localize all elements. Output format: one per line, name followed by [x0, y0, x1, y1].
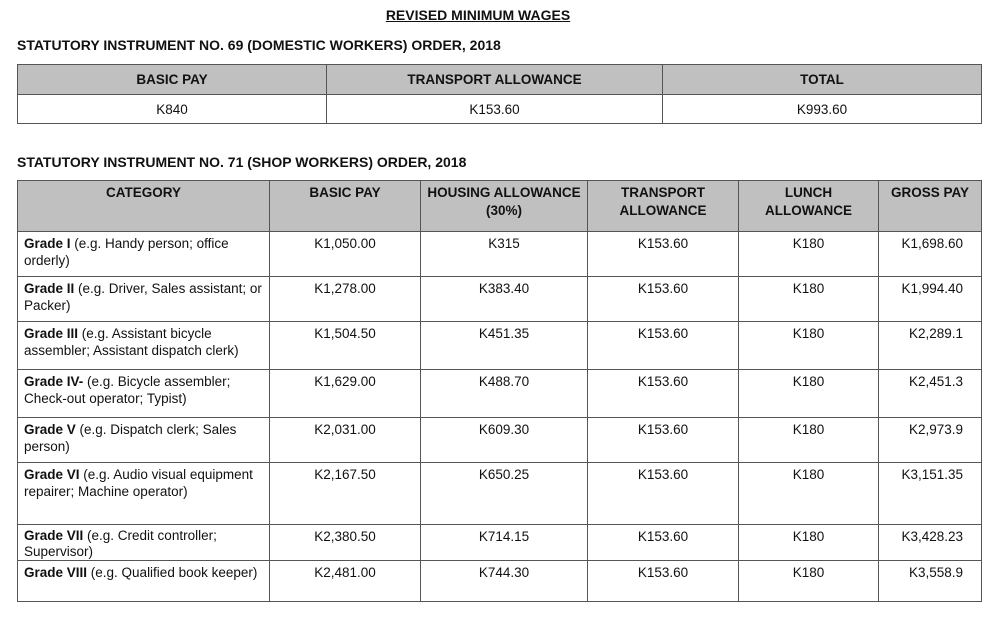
lunch-cell: K180 — [739, 322, 879, 370]
lunch-cell: K180 — [739, 463, 879, 525]
domestic-section-title: STATUTORY INSTRUMENT NO. 69 (DOMESTIC WORKERS) ORDER, 2018 — [17, 37, 501, 53]
transport-cell: K153.60 — [588, 418, 739, 463]
domestic-total: K993.60 — [663, 95, 982, 124]
lunch-cell: K180 — [739, 561, 879, 602]
table-row — [18, 463, 982, 525]
table-row — [18, 418, 982, 463]
basic-pay-cell: K2,167.50 — [270, 463, 421, 525]
domestic-header-transport: TRANSPORT ALLOWANCE — [327, 65, 663, 95]
shop-header-category: CATEGORY — [18, 181, 270, 232]
shop-workers-table — [17, 180, 982, 602]
gross-pay-cell: K3,428.23 — [879, 525, 982, 561]
gross-pay-cell: K3,558.9 — [879, 561, 982, 602]
lunch-cell: K180 — [739, 277, 879, 322]
gross-pay-cell: K1,698.60 — [879, 232, 982, 277]
basic-pay-cell: K1,278.00 — [270, 277, 421, 322]
category-cell: Grade I (e.g. Handy person; office orderly) — [18, 232, 270, 277]
table-row — [18, 322, 982, 370]
housing-cell: K383.40 — [421, 277, 588, 322]
shop-header-transport: TRANSPORT ALLOWANCE — [588, 181, 739, 232]
table-row — [18, 277, 982, 322]
transport-cell: K153.60 — [588, 322, 739, 370]
category-cell: Grade III (e.g. Assistant bicycle assembler; Assistant dispatch clerk) — [18, 322, 270, 370]
shop-header-housing: HOUSING ALLOWANCE (30%) — [421, 181, 588, 232]
basic-pay-cell: K1,050.00 — [270, 232, 421, 277]
gross-pay-cell: K1,994.40 — [879, 277, 982, 322]
basic-pay-cell: K2,031.00 — [270, 418, 421, 463]
domestic-header-total: TOTAL — [663, 65, 982, 95]
transport-cell: K153.60 — [588, 561, 739, 602]
basic-pay-cell: K2,481.00 — [270, 561, 421, 602]
basic-pay-cell: K2,380.50 — [270, 525, 421, 561]
shop-section-title: STATUTORY INSTRUMENT NO. 71 (SHOP WORKERS) ORDER, 2018 — [17, 154, 467, 170]
basic-pay-cell: K1,629.00 — [270, 370, 421, 418]
table-row — [18, 95, 982, 124]
housing-cell: K609.30 — [421, 418, 588, 463]
domestic-basic-pay: K840 — [18, 95, 327, 124]
transport-cell: K153.60 — [588, 525, 739, 561]
table-row — [18, 525, 982, 561]
transport-cell: K153.60 — [588, 370, 739, 418]
basic-pay-cell: K1,504.50 — [270, 322, 421, 370]
category-cell: Grade VIII (e.g. Qualified book keeper) — [18, 561, 270, 602]
domestic-workers-table — [17, 64, 982, 124]
lunch-cell: K180 — [739, 418, 879, 463]
gross-pay-cell: K2,289.1 — [879, 322, 982, 370]
shop-header-gross: GROSS PAY — [879, 181, 982, 232]
gross-pay-cell: K3,151.35 — [879, 463, 982, 525]
transport-cell: K153.60 — [588, 232, 739, 277]
table-row — [18, 232, 982, 277]
domestic-transport: K153.60 — [327, 95, 663, 124]
transport-cell: K153.60 — [588, 277, 739, 322]
gross-pay-cell: K2,973.9 — [879, 418, 982, 463]
lunch-cell: K180 — [739, 232, 879, 277]
housing-cell: K315 — [421, 232, 588, 277]
housing-cell: K451.35 — [421, 322, 588, 370]
domestic-header-row — [18, 65, 982, 95]
shop-header-basic-pay: BASIC PAY — [270, 181, 421, 232]
lunch-cell: K180 — [739, 370, 879, 418]
housing-cell: K488.70 — [421, 370, 588, 418]
table-row — [18, 370, 982, 418]
transport-cell: K153.60 — [588, 463, 739, 525]
shop-header-lunch: LUNCH ALLOWANCE — [739, 181, 879, 232]
category-cell: Grade VII (e.g. Credit controller; Supervisor) — [18, 525, 270, 561]
gross-pay-cell: K2,451.3 — [879, 370, 982, 418]
category-cell: Grade IV- (e.g. Bicycle assembler; Check-out operator; Typist) — [18, 370, 270, 418]
category-cell: Grade VI (e.g. Audio visual equipment repairer; Machine operator) — [18, 463, 270, 525]
housing-cell: K650.25 — [421, 463, 588, 525]
domestic-header-basic-pay: BASIC PAY — [18, 65, 327, 95]
housing-cell: K744.30 — [421, 561, 588, 602]
housing-cell: K714.15 — [421, 525, 588, 561]
table-row — [18, 561, 982, 602]
category-cell: Grade V (e.g. Dispatch clerk; Sales person) — [18, 418, 270, 463]
lunch-cell: K180 — [739, 525, 879, 561]
shop-header-row — [18, 181, 982, 232]
category-cell: Grade II (e.g. Driver, Sales assistant; or Packer) — [18, 277, 270, 322]
document-title: REVISED MINIMUM WAGES — [385, 7, 571, 23]
